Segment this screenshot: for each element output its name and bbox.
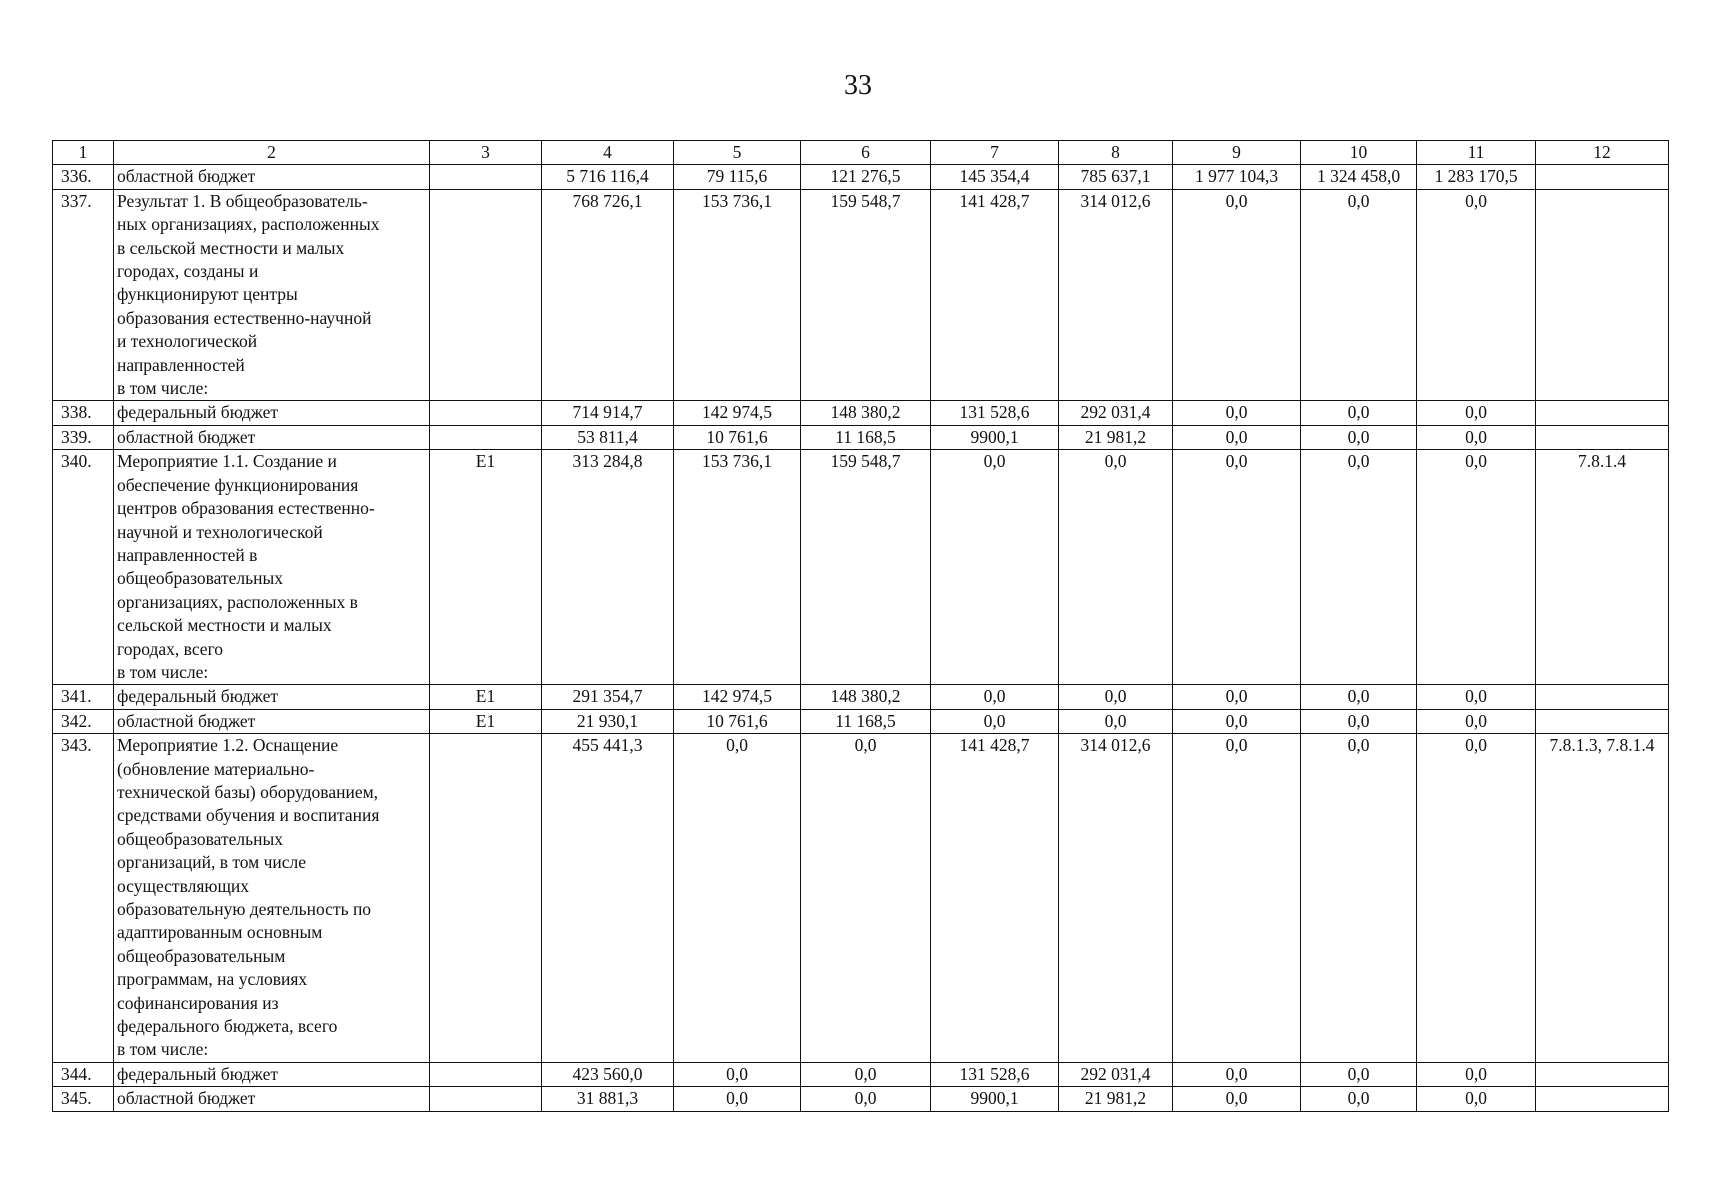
value-cell: 0,0 [1417,425,1536,449]
value-cell: 21 981,2 [1059,1087,1173,1111]
value-cell: 148 380,2 [801,685,931,709]
value-cell: 0,0 [1301,734,1417,1063]
description-cell [114,1087,430,1111]
description-line: организаций, в том числе [117,852,307,873]
table-row [53,734,1669,1063]
value-cell: 21 981,2 [1059,425,1173,449]
value-cell: 142 974,5 [674,401,801,425]
reference-cell [1536,1087,1669,1111]
reference-cell [1536,1062,1669,1086]
budget-table [52,140,1669,1112]
value-cell: 0,0 [1173,1087,1301,1111]
description-line: Мероприятие 1.1. Создание и [117,451,337,472]
value-cell: 121 276,5 [801,165,931,189]
value-cell: 0,0 [1417,450,1536,685]
value-cell: 0,0 [674,1062,801,1086]
description-cell [114,709,430,733]
reference-cell [1536,189,1669,401]
code-cell [430,165,542,189]
value-cell: 314 012,6 [1059,734,1173,1063]
value-cell: 10 761,6 [674,709,801,733]
row-number-cell: 340. [53,450,114,685]
value-cell: 0,0 [1173,425,1301,449]
value-cell: 0,0 [1173,189,1301,401]
description-line: областной бюджет [117,426,256,447]
description-line: сельской местности и малых [117,615,332,636]
value-cell: 21 930,1 [542,709,674,733]
header-cell: 5 [674,141,801,165]
value-cell: 0,0 [801,1062,931,1086]
description-line: осуществляющих [117,875,250,896]
description-cell [114,685,430,709]
value-cell: 141 428,7 [931,734,1059,1063]
table-row [53,1062,1669,1086]
description-line: направленностей [117,354,245,375]
header-cell: 10 [1301,141,1417,165]
description-cell [114,401,430,425]
value-cell: 0,0 [1417,1062,1536,1086]
value-cell: 9900,1 [931,1087,1059,1111]
description-line: Мероприятие 1.2. Оснащение [117,735,339,756]
value-cell: 0,0 [1301,1062,1417,1086]
value-cell: 145 354,4 [931,165,1059,189]
table-row [53,189,1669,401]
value-cell: 0,0 [1417,709,1536,733]
description-line: общеобразовательным [117,945,286,966]
code-cell [430,1087,542,1111]
header-cell: 9 [1173,141,1301,165]
value-cell: 131 528,6 [931,401,1059,425]
value-cell: 0,0 [1417,1087,1536,1111]
description-cell [114,165,430,189]
value-cell: 291 354,7 [542,685,674,709]
description-line: средствами обучения и воспитания [117,805,380,826]
header-cell: 7 [931,141,1059,165]
value-cell: 0,0 [1173,1062,1301,1086]
value-cell: 1 324 458,0 [1301,165,1417,189]
table-row [53,1087,1669,1111]
description-line: адаптированным основным [117,922,323,943]
reference-cell: 7.8.1.3, 7.8.1.4 [1536,734,1669,1063]
value-cell: 10 761,6 [674,425,801,449]
header-cell: 8 [1059,141,1173,165]
description-line: научной и технологической [117,521,323,542]
description-line: федеральный бюджет [117,686,279,707]
description-line: в том числе: [117,378,209,399]
value-cell: 1 283 170,5 [1417,165,1536,189]
value-cell: 0,0 [1301,450,1417,685]
value-cell: 785 637,1 [1059,165,1173,189]
value-cell: 0,0 [1301,1087,1417,1111]
value-cell: 0,0 [1059,685,1173,709]
row-number-cell: 336. [53,165,114,189]
value-cell: 0,0 [801,734,931,1063]
header-cell: 2 [114,141,430,165]
description-cell [114,734,430,1063]
value-cell: 5 716 116,4 [542,165,674,189]
description-line: обеспечение функционирования [117,474,359,495]
description-line: областной бюджет [117,710,256,731]
value-cell: 159 548,7 [801,189,931,401]
reference-cell [1536,165,1669,189]
header-cell: 11 [1417,141,1536,165]
description-line: софинансирования из [117,992,279,1013]
value-cell: 0,0 [1173,401,1301,425]
value-cell: 0,0 [1301,401,1417,425]
row-number-cell: 341. [53,685,114,709]
value-cell: 313 284,8 [542,450,674,685]
description-line: в том числе: [117,661,209,682]
value-cell: 0,0 [1301,425,1417,449]
header-cell: 3 [430,141,542,165]
page-number: 33 [844,70,872,101]
value-cell: 0,0 [1301,685,1417,709]
value-cell: 159 548,7 [801,450,931,685]
value-cell: 0,0 [674,734,801,1063]
value-cell: 142 974,5 [674,685,801,709]
table-row [53,401,1669,425]
description-line: программам, на условиях [117,969,308,990]
value-cell: 714 914,7 [542,401,674,425]
description-cell [114,189,430,401]
description-line: федеральный бюджет [117,1063,279,1084]
description-line: федеральный бюджет [117,402,279,423]
value-cell: 0,0 [931,685,1059,709]
description-line: федерального бюджета, всего [117,1016,338,1037]
description-cell [114,425,430,449]
code-cell: Е1 [430,450,542,685]
value-cell: 0,0 [1059,450,1173,685]
value-cell: 153 736,1 [674,189,801,401]
description-line: общеобразовательных [117,828,283,849]
value-cell: 0,0 [1173,685,1301,709]
reference-cell [1536,685,1669,709]
value-cell: 53 811,4 [542,425,674,449]
value-cell: 0,0 [1301,709,1417,733]
value-cell: 0,0 [674,1087,801,1111]
header-cell: 12 [1536,141,1669,165]
header-row [53,141,1669,165]
description-line: городах, созданы и [117,261,259,282]
row-number-cell: 337. [53,189,114,401]
row-number-cell: 345. [53,1087,114,1111]
value-cell: 0,0 [1417,734,1536,1063]
code-cell: Е1 [430,709,542,733]
description-cell [114,450,430,685]
value-cell: 79 115,6 [674,165,801,189]
table-row [53,685,1669,709]
description-line: Результат 1. В общеобразователь- [117,190,368,211]
code-cell: Е1 [430,685,542,709]
value-cell: 0,0 [1417,401,1536,425]
description-line: технической базы) оборудованием, [117,781,379,802]
value-cell: 292 031,4 [1059,401,1173,425]
reference-cell: 7.8.1.4 [1536,450,1669,685]
row-number-cell: 338. [53,401,114,425]
description-line: общеобразовательных [117,568,283,589]
value-cell: 0,0 [1059,709,1173,733]
value-cell: 11 168,5 [801,709,931,733]
reference-cell [1536,709,1669,733]
value-cell: 0,0 [801,1087,931,1111]
value-cell: 141 428,7 [931,189,1059,401]
row-number-cell: 344. [53,1062,114,1086]
value-cell: 0,0 [1417,189,1536,401]
table-row [53,450,1669,685]
value-cell: 423 560,0 [542,1062,674,1086]
value-cell: 31 881,3 [542,1087,674,1111]
value-cell: 0,0 [1301,189,1417,401]
table-row [53,425,1669,449]
description-cell [114,1062,430,1086]
code-cell [430,189,542,401]
row-number-cell: 343. [53,734,114,1063]
value-cell: 0,0 [1173,450,1301,685]
header-cell: 1 [53,141,114,165]
description-line: городах, всего [117,638,224,659]
value-cell: 0,0 [931,709,1059,733]
value-cell: 148 380,2 [801,401,931,425]
value-cell: 768 726,1 [542,189,674,401]
row-number-cell: 342. [53,709,114,733]
value-cell: 314 012,6 [1059,189,1173,401]
description-line: областной бюджет [117,1088,256,1109]
description-line: (обновление материально- [117,758,315,779]
value-cell: 1 977 104,3 [1173,165,1301,189]
code-cell [430,734,542,1063]
value-cell: 0,0 [931,450,1059,685]
reference-cell [1536,401,1669,425]
description-line: функционируют центры [117,284,298,305]
description-line: в сельской местности и малых [117,237,345,258]
table-row [53,165,1669,189]
description-line: и технологической [117,331,258,352]
value-cell: 0,0 [1173,709,1301,733]
description-line: образования естественно-научной [117,307,372,328]
description-line: областной бюджет [117,166,256,187]
description-line: центров образования естественно- [117,498,375,519]
value-cell: 131 528,6 [931,1062,1059,1086]
code-cell [430,425,542,449]
header-cell: 4 [542,141,674,165]
code-cell [430,401,542,425]
description-line: образовательную деятельность по [117,899,372,919]
description-line: направленностей в [117,544,258,565]
value-cell: 153 736,1 [674,450,801,685]
value-cell: 292 031,4 [1059,1062,1173,1086]
value-cell: 9900,1 [931,425,1059,449]
value-cell: 0,0 [1417,685,1536,709]
description-line: ных организациях, расположенных [117,214,380,235]
value-cell: 455 441,3 [542,734,674,1063]
reference-cell [1536,425,1669,449]
description-line: организациях, расположенных в [117,591,358,612]
code-cell [430,1062,542,1086]
value-cell: 0,0 [1173,734,1301,1063]
row-number-cell: 339. [53,425,114,449]
header-cell: 6 [801,141,931,165]
value-cell: 11 168,5 [801,425,931,449]
table-row [53,709,1669,733]
description-line: в том числе: [117,1039,209,1060]
